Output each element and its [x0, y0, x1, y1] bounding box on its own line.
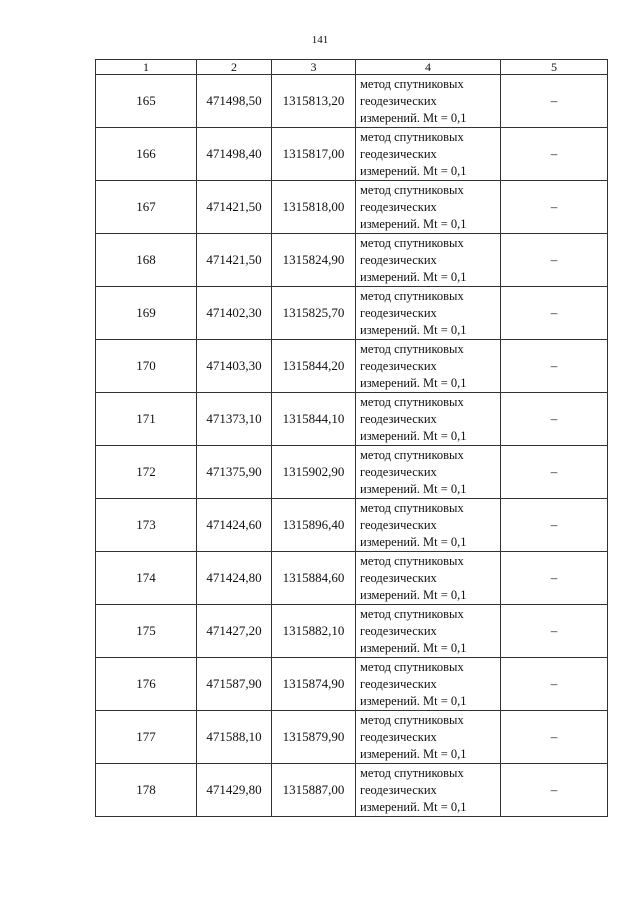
table-row: [96, 764, 608, 817]
column-5-cell: –: [501, 711, 608, 764]
column-header-1: 1: [96, 60, 197, 75]
method-cell: [356, 393, 501, 446]
x-coordinate-cell: 471429,80: [197, 764, 272, 817]
y-coordinate-cell: 1315844,10: [272, 393, 356, 446]
table-row: [96, 658, 608, 711]
method-cell: [356, 499, 501, 552]
method-line-3: измерений. Mt = 0,1: [360, 693, 467, 708]
x-coordinate-cell: 471424,60: [197, 499, 272, 552]
x-coordinate-cell: 471375,90: [197, 446, 272, 499]
point-number-cell: 167: [96, 181, 197, 234]
method-cell: [356, 764, 501, 817]
column-5-cell: –: [501, 446, 608, 499]
x-coordinate-cell: 471421,50: [197, 234, 272, 287]
x-coordinate-cell: 471498,50: [197, 75, 272, 128]
column-5-cell: –: [501, 75, 608, 128]
column-5-cell: –: [501, 658, 608, 711]
table-row: [96, 181, 608, 234]
method-line-1: метод спутниковых: [360, 553, 464, 568]
y-coordinate-cell: 1315884,60: [272, 552, 356, 605]
column-5-cell: –: [501, 287, 608, 340]
method-line-1: метод спутниковых: [360, 129, 464, 144]
method-line-1: метод спутниковых: [360, 765, 464, 780]
method-line-2: геодезических: [360, 199, 437, 214]
method-line-2: геодезических: [360, 729, 437, 744]
column-5-cell: –: [501, 340, 608, 393]
x-coordinate-cell: 471373,10: [197, 393, 272, 446]
method-line-2: геодезических: [360, 305, 437, 320]
column-5-cell: –: [501, 499, 608, 552]
y-coordinate-cell: 1315844,20: [272, 340, 356, 393]
table-row: [96, 75, 608, 128]
point-number-cell: 168: [96, 234, 197, 287]
method-line-3: измерений. Mt = 0,1: [360, 269, 467, 284]
method-line-3: измерений. Mt = 0,1: [360, 799, 467, 814]
x-coordinate-cell: 471424,80: [197, 552, 272, 605]
column-header-3: 3: [272, 60, 356, 75]
table-row: [96, 287, 608, 340]
method-line-3: измерений. Mt = 0,1: [360, 481, 467, 496]
point-number-cell: 178: [96, 764, 197, 817]
y-coordinate-cell: 1315887,00: [272, 764, 356, 817]
x-coordinate-cell: 471498,40: [197, 128, 272, 181]
method-line-2: геодезических: [360, 146, 437, 161]
y-coordinate-cell: 1315879,90: [272, 711, 356, 764]
method-cell: [356, 340, 501, 393]
method-line-2: геодезических: [360, 623, 437, 638]
method-line-1: метод спутниковых: [360, 500, 464, 515]
method-line-2: геодезических: [360, 517, 437, 532]
table-header: [96, 60, 608, 75]
method-line-1: метод спутниковых: [360, 235, 464, 250]
y-coordinate-cell: 1315902,90: [272, 446, 356, 499]
table-row: [96, 499, 608, 552]
method-line-2: геодезических: [360, 464, 437, 479]
method-line-3: измерений. Mt = 0,1: [360, 746, 467, 761]
x-coordinate-cell: 471427,20: [197, 605, 272, 658]
point-number-cell: 177: [96, 711, 197, 764]
method-line-1: метод спутниковых: [360, 76, 464, 91]
point-number-cell: 166: [96, 128, 197, 181]
method-cell: [356, 552, 501, 605]
method-line-2: геодезических: [360, 676, 437, 691]
y-coordinate-cell: 1315896,40: [272, 499, 356, 552]
method-cell: [356, 287, 501, 340]
method-cell: [356, 605, 501, 658]
method-line-2: геодезических: [360, 782, 437, 797]
method-line-1: метод спутниковых: [360, 341, 464, 356]
method-line-3: измерений. Mt = 0,1: [360, 428, 467, 443]
method-line-3: измерений. Mt = 0,1: [360, 534, 467, 549]
point-number-cell: 171: [96, 393, 197, 446]
method-line-2: геодезических: [360, 411, 437, 426]
y-coordinate-cell: 1315813,20: [272, 75, 356, 128]
method-line-1: метод спутниковых: [360, 447, 464, 462]
table-row: [96, 393, 608, 446]
column-header-4: 4: [356, 60, 501, 75]
column-header-2: 2: [197, 60, 272, 75]
method-line-1: метод спутниковых: [360, 182, 464, 197]
method-line-3: измерений. Mt = 0,1: [360, 587, 467, 602]
column-5-cell: –: [501, 234, 608, 287]
table-row: [96, 340, 608, 393]
column-5-cell: –: [501, 128, 608, 181]
x-coordinate-cell: 471403,30: [197, 340, 272, 393]
y-coordinate-cell: 1315824,90: [272, 234, 356, 287]
table-row: [96, 605, 608, 658]
method-cell: [356, 711, 501, 764]
column-5-cell: –: [501, 764, 608, 817]
header-row: [96, 60, 608, 75]
y-coordinate-cell: 1315817,00: [272, 128, 356, 181]
column-5-cell: –: [501, 181, 608, 234]
x-coordinate-cell: 471588,10: [197, 711, 272, 764]
method-line-3: измерений. Mt = 0,1: [360, 375, 467, 390]
y-coordinate-cell: 1315818,00: [272, 181, 356, 234]
point-number-cell: 176: [96, 658, 197, 711]
method-cell: [356, 446, 501, 499]
y-coordinate-cell: 1315874,90: [272, 658, 356, 711]
table-row: [96, 552, 608, 605]
method-line-2: геодезических: [360, 358, 437, 373]
method-line-3: измерений. Mt = 0,1: [360, 163, 467, 178]
column-header-5: 5: [501, 60, 608, 75]
method-line-2: геодезических: [360, 93, 437, 108]
table-row: [96, 711, 608, 764]
method-line-3: измерений. Mt = 0,1: [360, 216, 467, 231]
method-line-2: геодезических: [360, 570, 437, 585]
point-number-cell: 165: [96, 75, 197, 128]
point-number-cell: 175: [96, 605, 197, 658]
point-number-cell: 174: [96, 552, 197, 605]
column-5-cell: –: [501, 552, 608, 605]
column-5-cell: –: [501, 393, 608, 446]
method-line-1: метод спутниковых: [360, 394, 464, 409]
method-line-1: метод спутниковых: [360, 288, 464, 303]
point-number-cell: 173: [96, 499, 197, 552]
method-line-1: метод спутниковых: [360, 712, 464, 727]
coordinates-table: [95, 59, 608, 817]
method-cell: [356, 658, 501, 711]
x-coordinate-cell: 471402,30: [197, 287, 272, 340]
method-cell: [356, 128, 501, 181]
method-line-3: измерений. Mt = 0,1: [360, 110, 467, 125]
point-number-cell: 172: [96, 446, 197, 499]
y-coordinate-cell: 1315825,70: [272, 287, 356, 340]
method-cell: [356, 181, 501, 234]
table-body: [96, 75, 608, 817]
x-coordinate-cell: 471421,50: [197, 181, 272, 234]
page-number: 141: [311, 34, 329, 46]
method-cell: [356, 234, 501, 287]
table-row: [96, 234, 608, 287]
method-line-3: измерений. Mt = 0,1: [360, 322, 467, 337]
method-line-2: геодезических: [360, 252, 437, 267]
column-5-cell: –: [501, 605, 608, 658]
table-row: [96, 446, 608, 499]
point-number-cell: 170: [96, 340, 197, 393]
method-line-1: метод спутниковых: [360, 606, 464, 621]
table-row: [96, 128, 608, 181]
method-cell: [356, 75, 501, 128]
y-coordinate-cell: 1315882,10: [272, 605, 356, 658]
point-number-cell: 169: [96, 287, 197, 340]
method-line-1: метод спутниковых: [360, 659, 464, 674]
method-line-3: измерений. Mt = 0,1: [360, 640, 467, 655]
x-coordinate-cell: 471587,90: [197, 658, 272, 711]
